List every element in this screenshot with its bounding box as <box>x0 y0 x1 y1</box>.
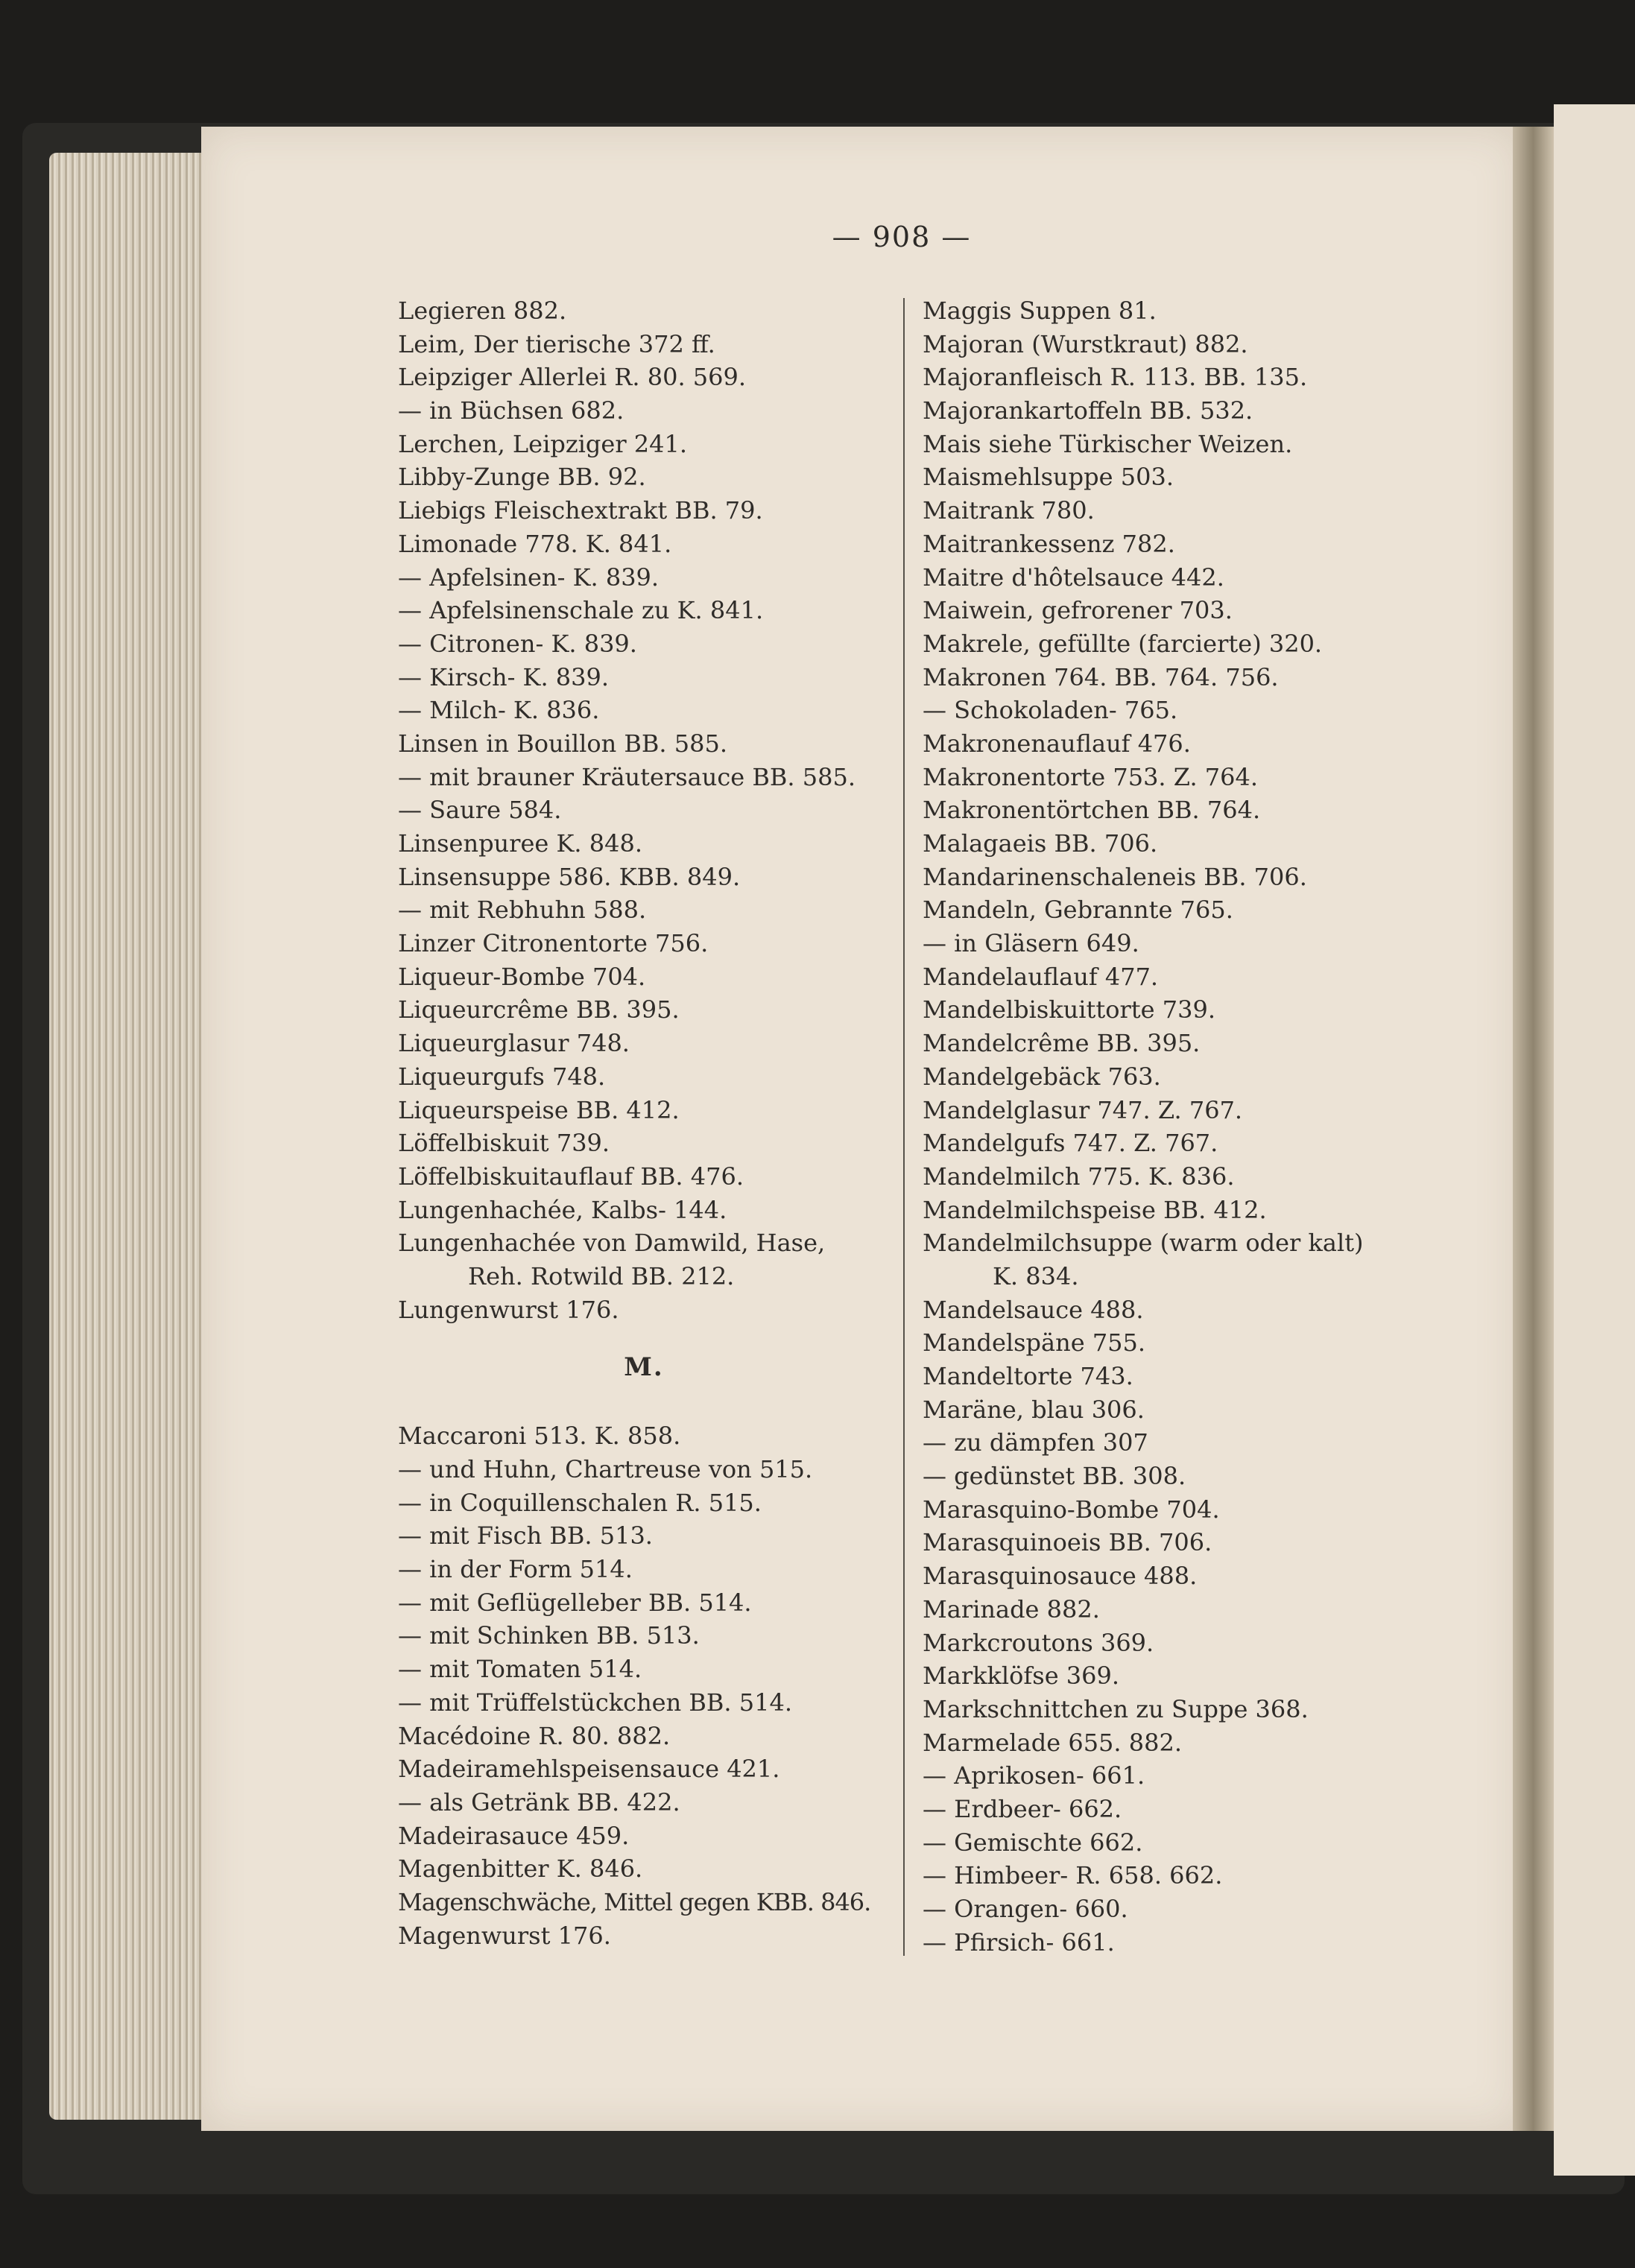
index-entry: Leipziger Allerlei R. 80. 569. <box>398 363 747 392</box>
index-entry: Marinade 882. <box>923 1594 1100 1624</box>
index-entry: — und Huhn, Chartreuse von 515. <box>398 1455 813 1483</box>
index-entry: Marmelade 655. 882. <box>923 1728 1182 1757</box>
index-entry: Makrele, gefüllte (farcierte) 320. <box>923 629 1323 658</box>
index-entry: Makronen 764. BB. 764. 756. <box>923 662 1279 691</box>
index-column-right <box>923 294 1414 1959</box>
index-entry: Mandelbiskuittorte 739. <box>923 995 1215 1024</box>
index-entry: — in Coquillenschalen R. 515. <box>398 1488 762 1517</box>
index-entry: — mit Fisch BB. 513. <box>398 1521 653 1550</box>
index-entry: Lerchen, Leipziger 241. <box>398 429 688 458</box>
index-entry-continuation: K. 834. <box>993 1261 1079 1290</box>
book-gutter <box>1513 127 1554 2131</box>
index-entry: Mandelspäne 755. <box>923 1328 1146 1358</box>
index-entry: Linsen in Bouillon BB. 585. <box>398 729 728 758</box>
index-entry: Mandelmilch 775. K. 836. <box>923 1162 1235 1191</box>
index-entry: Linsenpuree K. 848. <box>398 829 642 858</box>
index-entry: Majoran (Wurstkraut) 882. <box>923 329 1248 358</box>
index-entry: — Gemischte 662. <box>923 1828 1143 1857</box>
index-entry: Libby-Zunge BB. 92. <box>398 463 646 492</box>
index-entry: Mandelcrême BB. 395. <box>923 1029 1201 1058</box>
index-entry: Maismehlsuppe 503. <box>923 463 1174 492</box>
page-number: — 908 — <box>832 221 972 253</box>
index-entry: Magenschwäche, Mittel gegen KBB. 846. <box>398 1887 871 1916</box>
index-entry: — Saure 584. <box>398 796 562 825</box>
index-entry: Legieren 882. <box>398 297 567 325</box>
index-entry: Mandeltorte 743. <box>923 1362 1133 1390</box>
index-entry: — als Getränk BB. 422. <box>398 1787 680 1816</box>
index-entry: Mandelauflauf 477. <box>923 962 1159 991</box>
index-entry: — Orangen- 660. <box>923 1895 1128 1923</box>
index-entry: Mandelgebäck 763. <box>923 1062 1161 1091</box>
index-entry: Markklöfse 369. <box>923 1662 1120 1691</box>
index-entry: Maitrank 780. <box>923 496 1095 525</box>
index-entry: — zu dämpfen 307 <box>923 1428 1148 1457</box>
index-entry: Liqueurcrême BB. 395. <box>398 995 680 1024</box>
index-entry: Maggis Suppen 81. <box>923 297 1157 325</box>
index-entry: Löffelbiskuit 739. <box>398 1129 610 1158</box>
index-entry: Liqueurgufs 748. <box>398 1062 606 1091</box>
index-entry: Makronentörtchen BB. 764. <box>923 796 1261 825</box>
index-entry: Maccaroni 513. K. 858. <box>398 1422 681 1451</box>
index-entry: Mandelglasur 747. Z. 767. <box>923 1095 1243 1124</box>
index-entry: — in der Form 514. <box>398 1555 633 1584</box>
index-entry: Malagaeis BB. 706. <box>923 829 1158 858</box>
index-entry: — Schokoladen- 765. <box>923 696 1178 725</box>
index-entry: — in Büchsen 682. <box>398 396 624 425</box>
index-entry: — Pfirsich- 661. <box>923 1928 1115 1957</box>
index-entry: Liqueurspeise BB. 412. <box>398 1095 680 1124</box>
index-entry: Makronentorte 753. Z. 764. <box>923 762 1259 791</box>
index-entry: — mit Geflügelleber BB. 514. <box>398 1588 752 1617</box>
index-entry: Marasquinoeis BB. 706. <box>923 1528 1212 1557</box>
facing-page-edge <box>1554 104 1635 2176</box>
index-entry: Madeiramehlspeisensauce 421. <box>398 1755 780 1784</box>
index-entry: — Kirsch- K. 839. <box>398 662 610 691</box>
index-entry: — Erdbeer- 662. <box>923 1794 1122 1823</box>
index-entry: Linzer Citronentorte 756. <box>398 929 709 958</box>
index-entry: Mandeln, Gebrannte 765. <box>923 896 1233 925</box>
index-entry: — gedünstet BB. 308. <box>923 1462 1186 1491</box>
index-entry: Madeirasauce 459. <box>398 1821 630 1850</box>
index-entry: Liqueurglasur 748. <box>398 1029 630 1058</box>
index-entry: Maitre d'hôtelsauce 442. <box>923 563 1224 592</box>
index-entry: Mandarinenschaleneis BB. 706. <box>923 862 1307 891</box>
index-entry: — Himbeer- R. 658. 662. <box>923 1861 1223 1890</box>
index-entry: — Citronen- K. 839. <box>398 629 637 658</box>
index-entry: Lungenhachée von Damwild, Hase, <box>398 1229 826 1258</box>
page-edges <box>49 153 221 2120</box>
index-entry: Mandelmilchsuppe (warm oder kalt) <box>923 1229 1364 1258</box>
index-entry: Marasquino-Bombe 704. <box>923 1495 1220 1524</box>
index-entry: Maitrankessenz 782. <box>923 529 1175 558</box>
index-entry: Majoranfleisch R. 113. BB. 135. <box>923 363 1308 392</box>
index-entry: Makronenauflauf 476. <box>923 729 1191 758</box>
index-entry: — mit Trüffelstückchen BB. 514. <box>398 1688 793 1717</box>
index-entry: Liqueur-Bombe 704. <box>398 962 646 991</box>
index-entry: Markcroutons 369. <box>923 1628 1154 1657</box>
index-entry: Linsensuppe 586. KBB. 849. <box>398 862 741 891</box>
index-entry: Löffelbiskuitauflauf BB. 476. <box>398 1162 744 1191</box>
index-entry: — Apfelsinenschale zu K. 841. <box>398 596 764 625</box>
index-entry: — Apfelsinen- K. 839. <box>398 563 660 592</box>
index-entry: Magenbitter K. 846. <box>398 1854 643 1884</box>
index-entry: Lungenwurst 176. <box>398 1295 619 1324</box>
index-entry: — Milch- K. 836. <box>398 696 600 725</box>
index-entry: — mit Rebhuhn 588. <box>398 896 647 925</box>
index-entry-continuation: Reh. Rotwild BB. 212. <box>468 1261 735 1290</box>
index-entry: Limonade 778. K. 841. <box>398 529 672 558</box>
index-entry: Mandelsauce 488. <box>923 1295 1144 1324</box>
index-entry: — mit brauner Kräutersauce BB. 585. <box>398 762 856 791</box>
index-entry: Macédoine R. 80. 882. <box>398 1721 671 1750</box>
index-entry: Mandelmilchspeise BB. 412. <box>923 1195 1267 1224</box>
section-heading-m: M. <box>624 1352 664 1383</box>
index-entry: Mais siehe Türkischer Weizen. <box>923 429 1293 458</box>
index-entry: Markschnittchen zu Suppe 368. <box>923 1694 1309 1723</box>
index-entry: Leim, Der tierische 372 ff. <box>398 329 715 358</box>
index-entry: Majorankartoffeln BB. 532. <box>923 396 1253 425</box>
index-entry: Magenwurst 176. <box>398 1921 611 1950</box>
column-divider <box>903 298 905 1956</box>
index-entry: — Aprikosen- 661. <box>923 1761 1145 1790</box>
index-entry: — mit Tomaten 514. <box>398 1655 642 1684</box>
index-entry: Mandelgufs 747. Z. 767. <box>923 1129 1218 1158</box>
index-entry: Liebigs Fleischextrakt BB. 79. <box>398 496 763 525</box>
index-column-left <box>398 294 890 1952</box>
index-entry: — in Gläsern 649. <box>923 929 1139 958</box>
index-entry: Maräne, blau 306. <box>923 1395 1145 1424</box>
index-entry: Lungenhachée, Kalbs- 144. <box>398 1195 727 1224</box>
index-entry: — mit Schinken BB. 513. <box>398 1621 700 1650</box>
index-entry: Marasquinosauce 488. <box>923 1562 1198 1591</box>
index-entry: Maiwein, gefrorener 703. <box>923 596 1233 625</box>
